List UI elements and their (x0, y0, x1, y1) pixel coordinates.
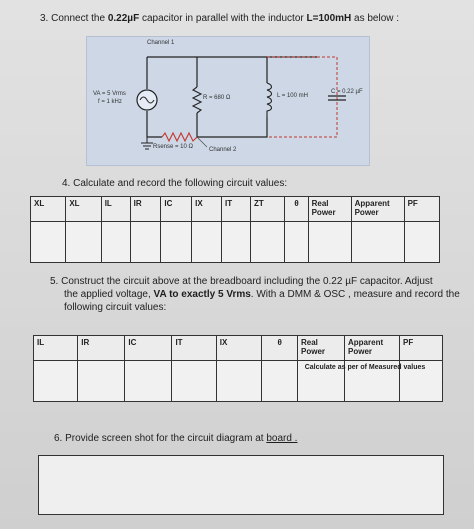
header-cell: ZT (250, 197, 284, 222)
header-cell: IT (222, 197, 251, 222)
header-cell: IR (130, 197, 161, 222)
header-cell: PF (404, 197, 439, 222)
answer-cell[interactable] (192, 222, 222, 263)
answer-cell[interactable] (66, 222, 101, 263)
channel2-label: Channel 2 (209, 147, 237, 153)
question-6 (54, 432, 297, 445)
question-text: Provide screen shot for the circuit diagram at (65, 433, 267, 444)
table-header-row (34, 336, 443, 361)
board-link[interactable]: board . (266, 433, 298, 444)
question-number: 4. (62, 178, 71, 189)
question-text: Connect the (51, 13, 108, 24)
answer-cell[interactable] (172, 361, 216, 402)
header-cell: Real Power (298, 336, 345, 361)
header-cell: PF (400, 336, 443, 361)
question-text: capacitor in parallel with the inductor (139, 13, 307, 24)
source-frequency-label: f = 1 kHz (98, 99, 122, 105)
header-cell: Apparent Power (351, 197, 404, 222)
circuit-schematic (87, 37, 369, 165)
question-3 (40, 12, 399, 25)
inductor-value: L=100mH (306, 13, 352, 24)
capacitor-value: 0.22µF (107, 13, 140, 24)
header-cell: IL (101, 197, 130, 222)
answer-cell[interactable] (351, 222, 404, 263)
question-4 (62, 177, 287, 190)
header-cell: IC (161, 197, 192, 222)
question-number: 3. (40, 13, 49, 24)
circuit-diagram (86, 36, 370, 166)
answer-cell[interactable] (125, 361, 172, 402)
answer-cell[interactable] (130, 222, 161, 263)
header-cell: XL (31, 197, 66, 222)
header-cell: Apparent Power (345, 336, 400, 361)
answer-cell[interactable] (262, 361, 298, 402)
answer-cell[interactable] (161, 222, 192, 263)
applied-voltage: VA to exactly 5 Vrms (153, 289, 251, 300)
question-text: following circuit values: (64, 302, 167, 313)
answer-cell[interactable] (222, 222, 251, 263)
answer-cell[interactable] (285, 222, 308, 263)
answer-cell[interactable] (308, 222, 351, 263)
question-number: 6. (54, 433, 63, 444)
question-text: Calculate and record the following circuit values: (73, 178, 288, 189)
header-cell: IX (216, 336, 262, 361)
table-row (31, 222, 440, 263)
header-cell: IC (125, 336, 172, 361)
header-cell: IL (34, 336, 78, 361)
question-text: the applied voltage, (64, 289, 154, 300)
answer-cell[interactable] (101, 222, 130, 263)
header-cell: IR (78, 336, 125, 361)
header-cell: XL (66, 197, 101, 222)
answer-cell[interactable] (34, 361, 78, 402)
resistor-label: R = 680 Ω (203, 95, 231, 101)
answer-cell[interactable] (404, 222, 439, 263)
calculated-values-table (30, 196, 440, 263)
capacitor-label: C = 0.22 µF (331, 89, 363, 95)
question-text: as below : (351, 13, 400, 24)
header-cell: Real Power (308, 197, 351, 222)
header-cell: IT (172, 336, 216, 361)
header-cell: θ (285, 197, 308, 222)
answer-cell[interactable] (78, 361, 125, 402)
sense-resistor-icon (162, 133, 197, 141)
header-cell: IX (192, 197, 222, 222)
source-voltage-label: VA = 5 Vrms (93, 91, 126, 97)
screenshot-answer-box[interactable] (38, 455, 444, 515)
measured-values-note: Calculate as per of Measured values (304, 364, 426, 371)
inductor-label: L = 100 mH (277, 93, 308, 99)
question-text: . With a DMM & OSC , measure and record the (250, 289, 460, 300)
table-header-row (31, 197, 440, 222)
channel1-label: Channel 1 (147, 40, 175, 46)
answer-cell[interactable] (250, 222, 284, 263)
header-cell: θ (262, 336, 298, 361)
question-text: Construct the circuit above at the breadboard including the 0.22 µF capacitor. Adjust (61, 276, 433, 287)
rsense-label: Rsense = 10 Ω (153, 144, 194, 150)
question-5 (50, 275, 460, 314)
question-number: 5. (50, 276, 59, 287)
answer-cell[interactable] (31, 222, 66, 263)
answer-cell[interactable] (216, 361, 262, 402)
